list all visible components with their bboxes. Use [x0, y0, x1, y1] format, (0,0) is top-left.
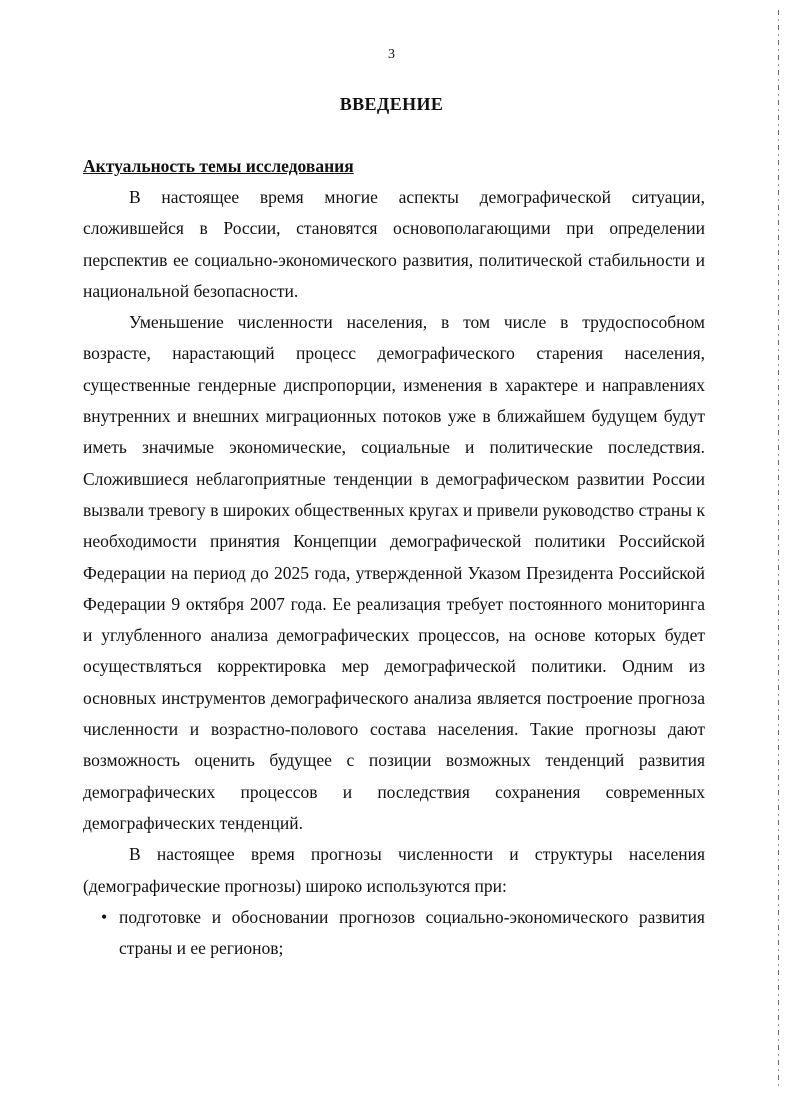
bullet-list	[83, 902, 705, 965]
paragraph-1: В настоящее время многие аспекты демографической ситуации, сложившейся в России, становятся основополагающими при определении перспектив ее социально-экономического развития, политической стабильности и национальной безопасности.	[83, 187, 705, 301]
bullet-icon: •	[101, 906, 108, 927]
page-title: ВВЕДЕНИЕ	[339, 94, 444, 114]
page-number: 3	[388, 47, 395, 62]
list-item	[83, 902, 705, 965]
body-text	[83, 182, 705, 964]
paragraph-3: В настоящее время прогнозы численности и структуры населения (демографические прогнозы) широко используются при:	[83, 844, 705, 896]
section-heading: Актуальность темы исследования	[83, 156, 354, 176]
scan-edge-artifact	[778, 10, 779, 1088]
list-item-text: подготовке и обосновании прогнозов социально-экономического развития страны и ее регионов;	[119, 906, 705, 959]
paragraph-2: Уменьшение численности населения, в том числе в трудоспособном возрасте, нарастающий процесс демографического старения населения, существенные гендерные диспропорции, изменения в характере и направлениях внутренних и внешних миграционных потоков уже в ближайшем будущем будут иметь значимые экономические, социальные и политические последствия. Сложившиеся неблагоприятные тенденции в демографическом развитии России вызвали тревогу в широких общественных кругах и привели руководство страны к необходимости принятия Концепции демографической политики Российской Федерации на период до 2025 года, утвержденной Указом Президента Российской Федерации 9 октября 2007 года. Ее реализация требует постоянного мониторинга и углубленного анализа демографических процессов, на основе которых будет осуществляться корректировка мер демографической политики. Одним из основных инструментов демографического анализа является построение прогноза численности и возрастно-полового состава населения. Такие прогнозы дают возможность оценить будущее с позиции возможных тенденций развития демографических процессов и последствия сохранения современных демографических тенденций.	[83, 312, 705, 833]
